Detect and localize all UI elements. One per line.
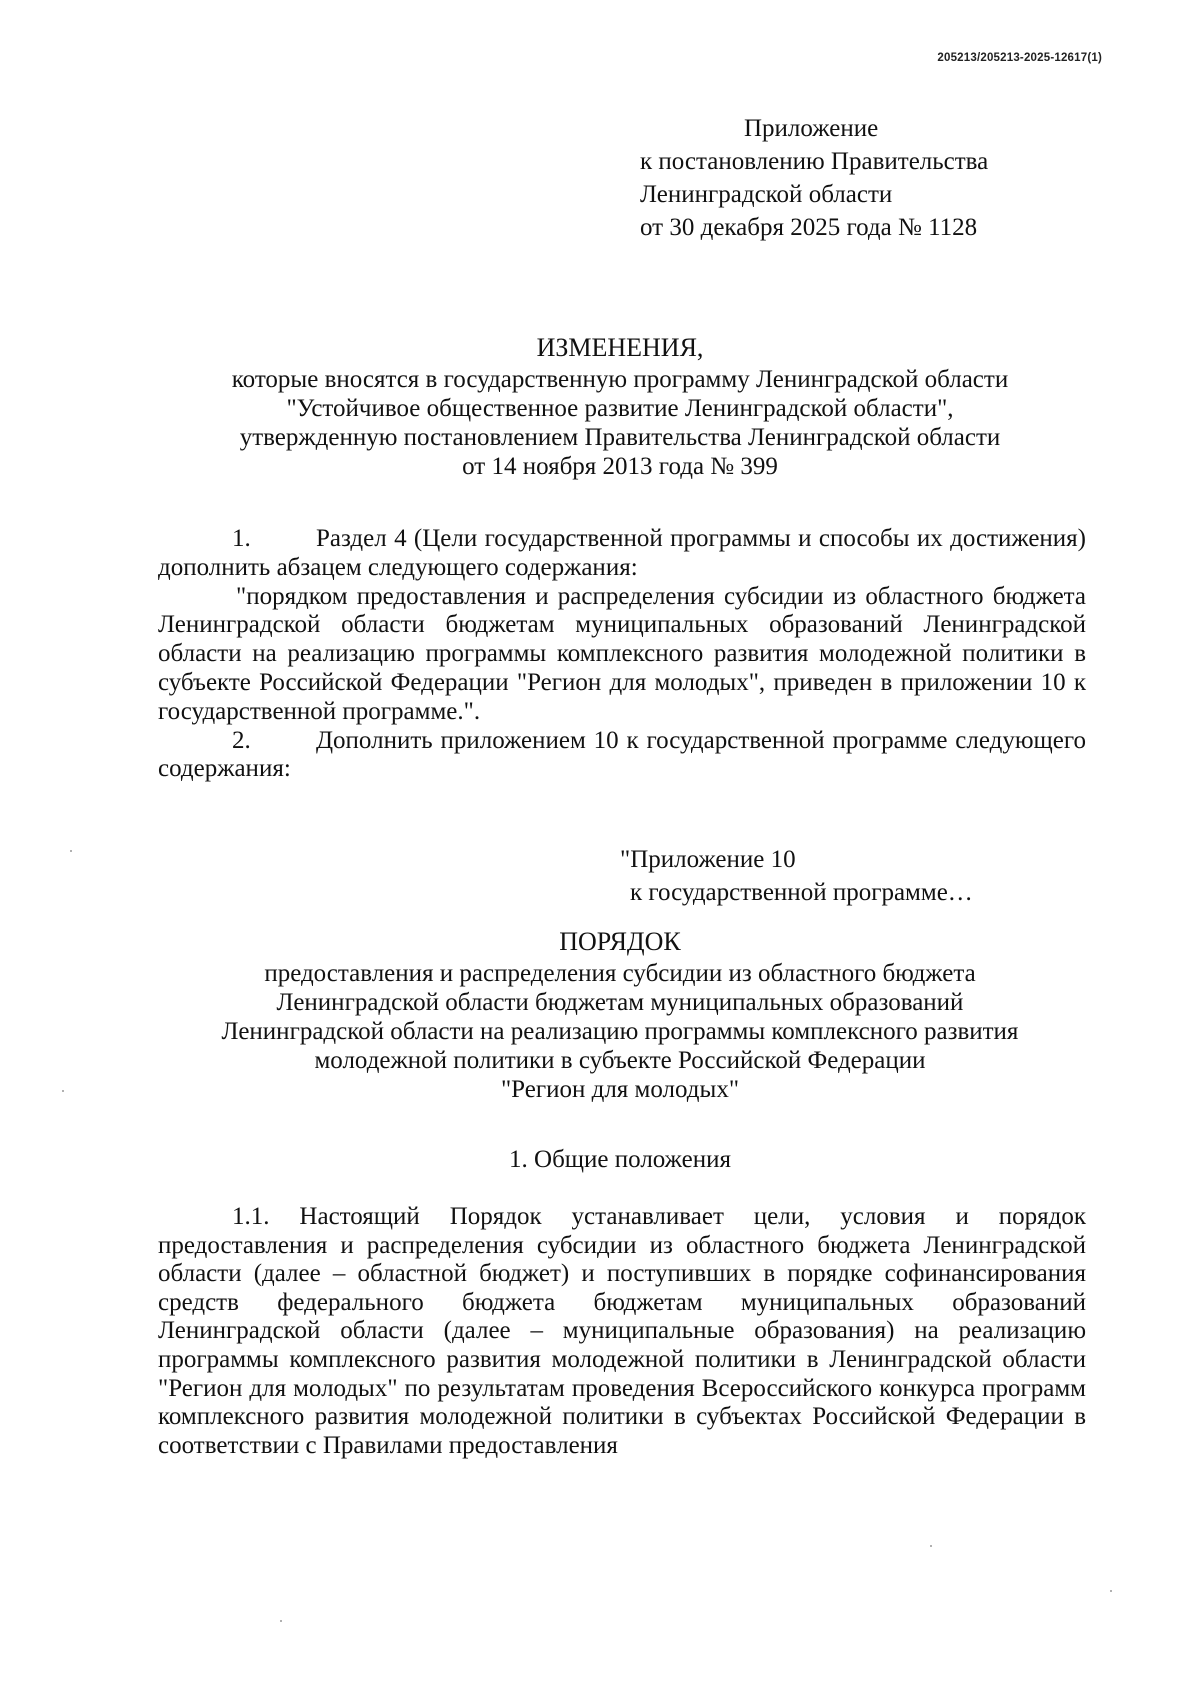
changes-item-1-quote: "порядком предоставления и распределения субсидии из областного бюджета Ленинградской области бюджетам муниципальных образований Ленинградской области на реализацию программы комплексного развития молодежной политики в субъекте Российской Федерации "Регион для молодых", приведен в приложении 10 к государственной программе.". [158,582,1086,725]
paragraph-1-1: 1.1. Настоящий Порядок устанавливает цели, условия и порядок предоставления и распределения субсидии из областного бюджета Ленинградской области (далее – областной бюджет) и поступивших в порядке софинансирования средств федерального бюджета бюджетам муниципальных образований Ленинградской области (далее – муниципальные образования) на реализацию программы комплексного развития молодежной политики в Ленинградской области "Регион для молодых" по результатам проведения Всероссийского конкурса программ комплексного развития молодежной политики в субъектах Российской Федерации в соответствии с Правилами предоставления [158,1203,1086,1459]
item-text: Раздел 4 (Цели государственной программы и способы их достижения) дополнить абзацем следующего содержания: [158,525,1086,581]
document-id: 205213/205213-2025-12617(1) [937,52,1102,64]
changes-item-2 [158,727,1086,785]
annex10-line: к государственной программе… [630,879,973,906]
order-subtitle-line: "Регион для молодых" [500,1076,740,1103]
appendix-line: Ленинградской области [640,181,893,208]
scan-speck [62,1090,64,1092]
item-number: 1. [232,525,251,552]
order-heading [150,925,1090,1104]
scan-speck [70,850,72,852]
appendix-header [640,112,988,244]
scan-speck [930,1545,932,1547]
changes-body [158,525,1086,784]
appendix-line: Приложение [744,115,879,142]
changes-subtitle-line: которые вносятся в государственную программу Ленинградской области [231,366,1009,393]
order-title: ПОРЯДОК [559,927,681,956]
annex10-line: "Приложение 10 [620,846,796,873]
section-1-title: 1. Общие положения [509,1146,731,1173]
changes-subtitle-line: утвержденную постановлением Правительства Ленинградской области [239,424,1001,451]
order-subtitle-line: предоставления и распределения субсидии из областного бюджета [264,960,976,987]
order-subtitle-line: молодежной политики в субъекте Российской Федерации [314,1047,926,1074]
appendix-line: от 30 декабря 2025 года № 1128 [640,214,978,241]
general-provisions-body [158,1203,1086,1460]
changes-subtitle-line: от 14 ноября 2013 года № 399 [462,453,778,480]
scan-speck [280,1620,282,1622]
annex10-header [620,843,973,909]
changes-item-1 [158,525,1086,583]
scan-speck [1110,1590,1112,1592]
order-subtitle-line: Ленинградской области на реализацию программы комплексного развития [221,1018,1019,1045]
appendix-line: к постановлению Правительства [640,148,989,175]
item-number: 2. [232,726,251,754]
item-text: Дополнить приложением 10 к государственной программе следующего содержания: [158,726,1086,783]
changes-heading [150,331,1090,481]
changes-title: ИЗМЕНЕНИЯ, [536,333,704,362]
changes-subtitle-line: "Устойчивое общественное развитие Ленинградской области", [286,395,954,422]
order-subtitle-line: Ленинградской области бюджетам муниципальных образований [276,989,964,1016]
